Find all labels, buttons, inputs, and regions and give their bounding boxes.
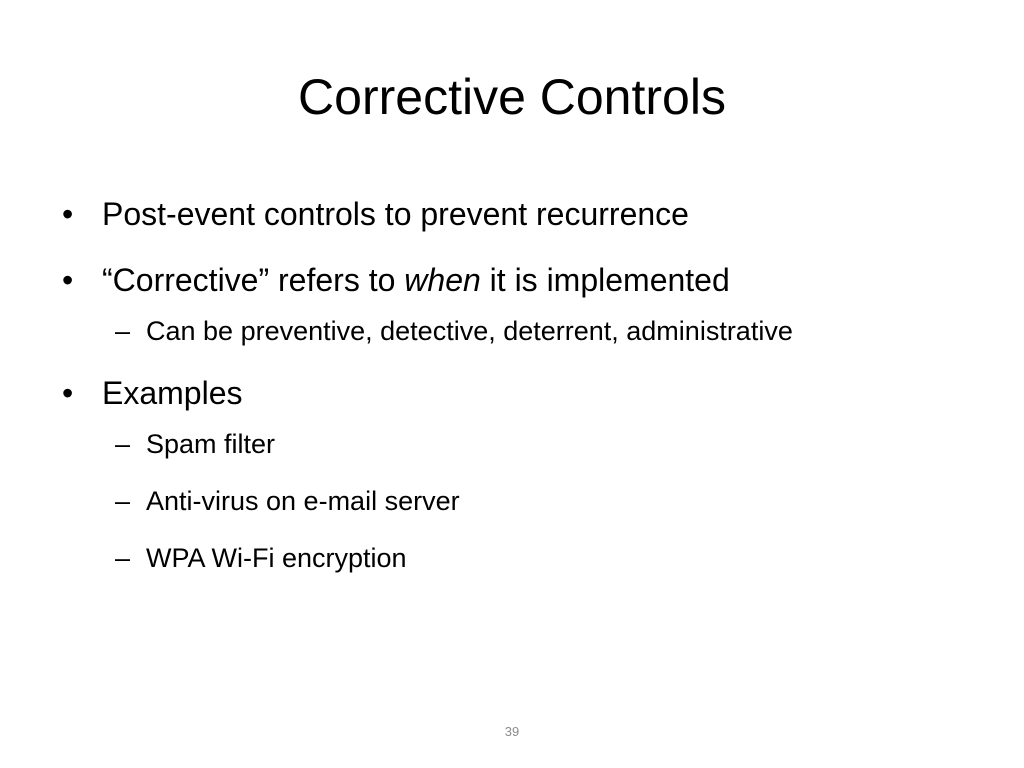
bullet-list [62,190,962,596]
page-number: 39 [504,724,520,739]
bullet-text-emphasis: when [404,262,481,298]
sub-bullet-text: WPA Wi-Fi encryption [146,543,407,573]
sub-bullet-item [62,539,962,577]
sub-bullet-item [62,482,962,520]
bullet-item [62,369,962,417]
sub-bullet-text: Can be preventive, detective, deterrent, administrative [146,316,793,346]
dash-glyph: – [115,543,131,573]
sub-bullet-item [62,425,962,463]
dash-glyph: – [115,429,131,459]
dash-glyph: – [115,316,131,346]
sub-bullet-text: Spam filter [146,429,276,459]
bullet-glyph: • [62,375,74,411]
sub-bullet-item [62,312,796,350]
bullet-text: Post-event controls to prevent recurrence [102,196,689,232]
bullet-glyph: • [62,196,74,232]
bullet-glyph: • [62,262,74,298]
dash-glyph: – [115,486,131,516]
bullet-text: Examples [102,375,243,411]
bullet-text-suffix: it is implemented [480,262,730,298]
slide-title: Corrective Controls [298,69,726,125]
sub-bullet-text: Anti-virus on e-mail server [146,486,460,516]
bullet-text-prefix: “Corrective” refers to [102,262,405,298]
bullet-item [62,256,962,304]
bullet-item [62,190,962,238]
